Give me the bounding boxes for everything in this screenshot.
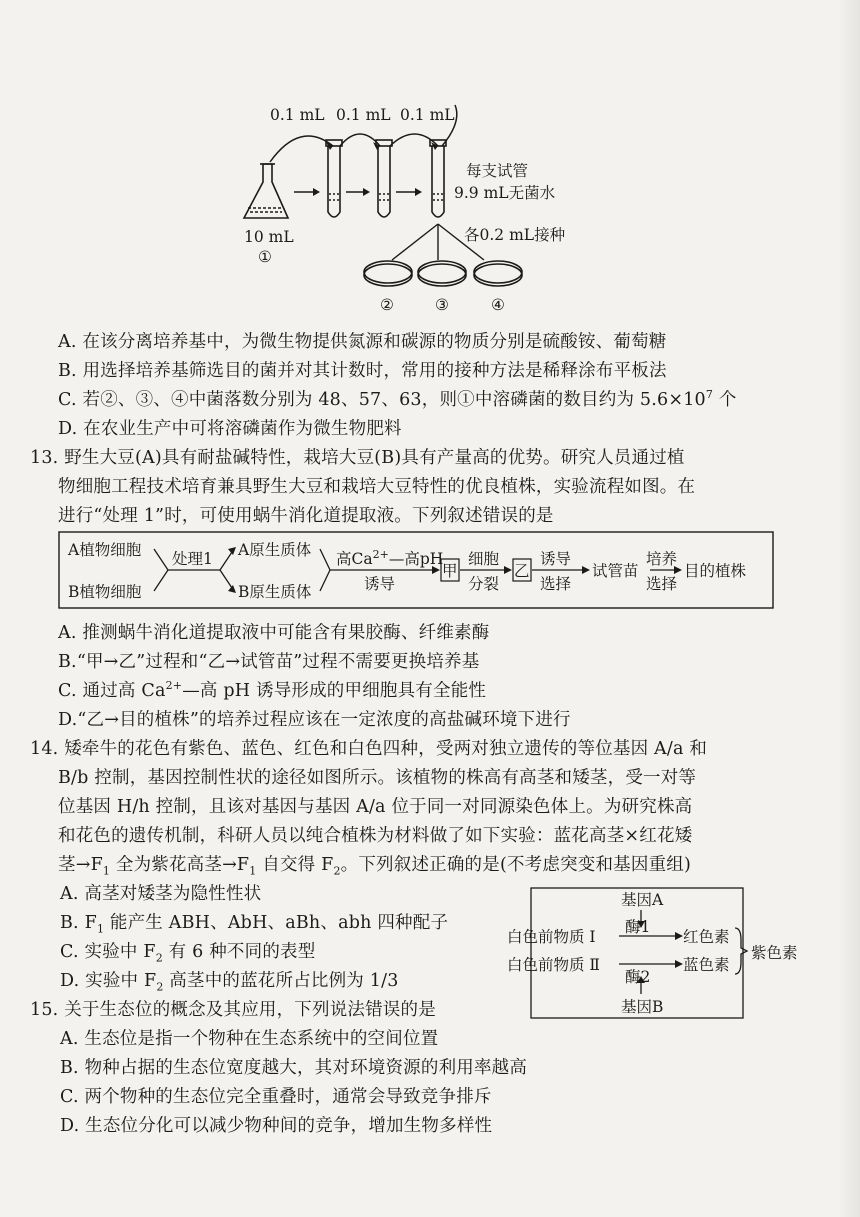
- q14-stem-line-2: B/b 控制，基因控制性状的途径如图所示。该植物的株高有高茎和矮茎，受一对等: [58, 768, 697, 788]
- plate-label-3: ③: [435, 296, 449, 314]
- q13-flow-diagram: [58, 531, 774, 609]
- q12-option-c-unit: 个: [713, 390, 737, 410]
- seedling-label: 试管苗: [592, 562, 639, 580]
- selection-top: 诱导: [540, 550, 572, 568]
- gene-a-label: 基因A: [621, 891, 664, 909]
- vol-label-a: 0.1 mL: [270, 106, 325, 124]
- enzyme-2-label: 酶2: [625, 968, 651, 986]
- q13-stem-line-1: 13. 野生大豆(A)具有耐盐碱特性，栽培大豆(B)具有产量高的优势。研究人员通过植: [30, 448, 685, 468]
- flask-volume: 10 mL: [244, 228, 294, 246]
- cell-b-label: B植物细胞: [68, 583, 142, 601]
- dilution-diagram: [230, 100, 566, 332]
- yi-label: 乙: [514, 562, 530, 580]
- q13-option-c-sup: 2+: [165, 679, 183, 693]
- precursor-1-label: 白色前物质 Ⅰ: [507, 928, 596, 946]
- enzyme-1-label: 酶1: [625, 918, 651, 936]
- brace-icon: [735, 928, 747, 974]
- petri-dish-icon-3: [418, 261, 466, 286]
- q13-option-c-post: —高 pH 诱导形成的甲细胞具有全能性: [182, 681, 487, 701]
- q12-option-c-exponent: 7: [705, 388, 714, 402]
- q15-option-c: C. 两个物种的生态位完全重叠时，通常会导致竞争排斥: [60, 1087, 492, 1107]
- tube-icon-3: [430, 140, 446, 217]
- precursor-2-label: 白色前物质 Ⅱ: [507, 956, 600, 974]
- culture-top: 培养: [646, 550, 678, 568]
- target-plant-label: 目的植株: [684, 562, 747, 580]
- fusion-induce-label: 诱导: [364, 575, 396, 593]
- selection-bottom: 选择: [540, 575, 572, 593]
- q14-option-b: B. $F_1$ 能产生 ABH、AbH、aBh、abh 四种配子: [60, 913, 449, 936]
- flask-icon: [244, 164, 288, 218]
- test-tubes: [326, 140, 446, 217]
- cell-a-label: A植物细胞: [68, 541, 142, 559]
- q14-stem-line-1: 14. 矮牵牛的花色有紫色、蓝色、红色和白色四种，受两对独立遗传的等位基因 A/a 和: [30, 739, 708, 759]
- petri-dish-icon-4: [474, 261, 522, 286]
- q13-option-c-pre: C. 通过高 Ca: [58, 681, 166, 701]
- treatment-label: 处理1: [172, 550, 213, 568]
- tube-icon-1: [326, 140, 342, 217]
- inoculation-note: 各0.2 mL接种: [464, 226, 566, 244]
- gene-b-label: 基因B: [621, 998, 664, 1016]
- gene-pathway-diagram: [503, 888, 798, 1018]
- q15-option-b: B. 物种占据的生态位宽度越大，其对环境资源的利用率越高: [60, 1058, 528, 1078]
- q13-stem-line-3: 进行“处理 1”时，可使用蜗牛消化道提取液。下列叙述错误的是: [58, 506, 554, 526]
- culture-bottom: 选择: [646, 575, 678, 593]
- vol-label-b: 0.1 mL: [336, 106, 391, 124]
- page-fold-shadow: [838, 0, 860, 1217]
- q14-option-a: A. 高茎对矮茎为隐性性状: [60, 884, 262, 904]
- q13-stem-line-2: 物细胞工程技术培育兼具野生大豆和栽培大豆特性的优良植株，实验流程如图。在: [58, 477, 696, 497]
- q13-option-c: [58, 677, 486, 702]
- q14-option-c: C. 实验中 $F_2$ 有 6 种不同的表型: [60, 942, 316, 965]
- protoplast-b-label: B原生质体: [238, 583, 312, 601]
- plate-label-4: ④: [491, 296, 505, 314]
- division-bottom: 分裂: [468, 575, 500, 593]
- q14-stem-line-3: 位基因 H/h 控制，且该对基因与基因 A/a 位于同一对同源染色体上。为研究株高: [58, 797, 693, 817]
- q12-option-c-text: C. 若②、③、④中菌落数分别为 48、57、63，则①中溶磷菌的数目约为 5.6×10: [58, 390, 706, 410]
- tube-note-1: 每支试管: [466, 162, 529, 180]
- q15-option-a: A. 生态位是指一个物种在生态系统中的空间位置: [60, 1029, 439, 1049]
- q14-option-d: D. 实验中 $F_2$ 高茎中的蓝花所占比例为 1/3: [60, 971, 399, 994]
- division-top: 细胞: [468, 550, 500, 568]
- q12-option-c: [58, 386, 737, 411]
- jia-label: 甲: [442, 562, 458, 580]
- q12-option-a: A. 在该分离培养基中，为微生物提供氮源和碳源的物质分别是硫酸铵、葡萄糖: [58, 332, 667, 352]
- q12-option-b: B. 用选择培养基筛选目的菌并对其计数时，常用的接种方法是稀释涂布平板法: [58, 361, 667, 381]
- blue-pigment-label: 蓝色素: [683, 956, 730, 974]
- petri-dish-icon-2: [364, 261, 412, 286]
- tube-icon-2: [376, 140, 392, 217]
- q13-option-d: D.“乙→目的植株”的培养过程应该在一定浓度的高盐碱环境下进行: [58, 710, 571, 730]
- q14-stem-line-5: 茎$\to F_1$ 全为紫花高茎$\to F_1$ 自交得 $F_2$。下列叙述正确的是(不考虑突变和基因重组): [58, 855, 692, 878]
- q13-option-b: B.“甲→乙”过程和“乙→试管苗”过程不需要更换培养基: [58, 652, 480, 672]
- protoplast-a-label: A原生质体: [238, 541, 312, 559]
- q14-stem-line-4: 和花色的遗传机制，科研人员以纯合植株为材料做了如下实验：蓝花高茎×红花矮: [58, 826, 693, 846]
- q12-option-d: D. 在农业生产中可将溶磷菌作为微生物肥料: [58, 419, 402, 439]
- petri-dishes: [364, 261, 522, 286]
- plate-label-2: ②: [380, 296, 394, 314]
- flask-number: ①: [258, 248, 272, 266]
- q15-option-d: D. 生态位分化可以减少物种间的竞争，增加生物多样性: [60, 1116, 493, 1136]
- tube-note-2: 9.9 mL无菌水: [454, 184, 556, 202]
- q15-stem: 15. 关于生态位的概念及其应用，下列说法错误的是: [30, 1000, 436, 1020]
- red-pigment-label: 红色素: [683, 928, 730, 946]
- purple-pigment-label: 紫色素: [751, 944, 798, 962]
- fusion-condition: 高$Ca^{2+}—$高pH: [336, 548, 444, 568]
- q13-option-a: A. 推测蜗牛消化道提取液中可能含有果胶酶、纤维素酶: [58, 623, 490, 643]
- vol-label-c: 0.1 mL: [400, 106, 455, 124]
